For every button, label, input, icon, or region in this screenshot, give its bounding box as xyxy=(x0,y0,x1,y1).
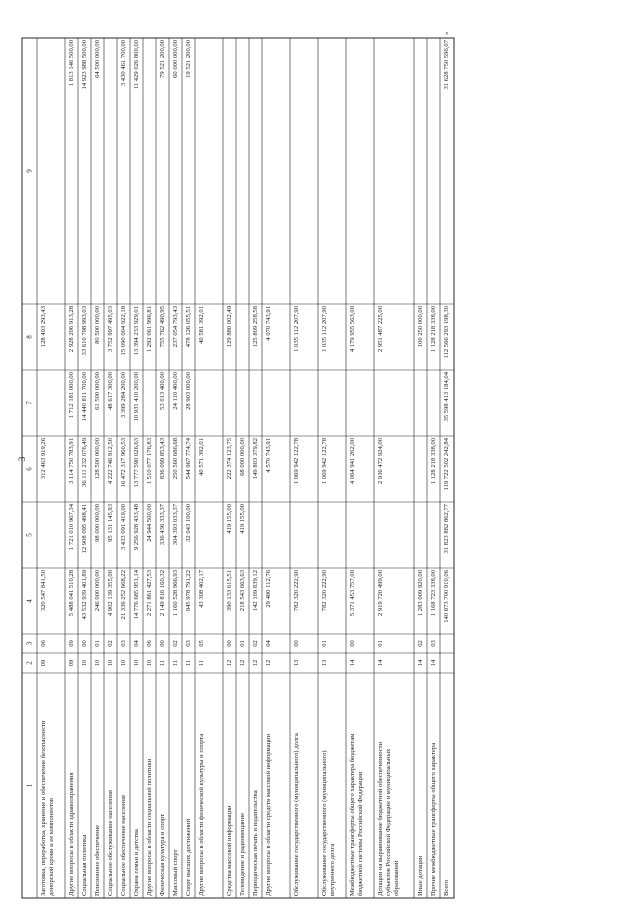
table-cell: 419 155,00 xyxy=(226,504,233,534)
row-label: Социальное обеспечение населения xyxy=(120,795,127,896)
table-cell: 01 xyxy=(239,640,246,647)
table-cell: 40 581 392,01 xyxy=(198,306,205,344)
row-label: Прочие межбюджетные трансферты общего характера xyxy=(430,742,437,896)
table-cell: 2 928 206 913,28 xyxy=(68,306,75,353)
table-cell: 24 944 500,00 xyxy=(146,504,153,542)
table-cell: 1 292 061 996,81 xyxy=(146,306,153,353)
table-cell: 24 110 400,00 xyxy=(172,372,179,410)
row-label: Телевидение и радиовещание xyxy=(239,812,246,896)
page-number: 3 xyxy=(17,456,28,462)
table-cell: 48 617 300,00 xyxy=(107,372,114,410)
table-cell: 142 109 839,12 xyxy=(252,570,259,612)
table-cell: 149 803 379,82 xyxy=(252,438,259,480)
table-cell: 29 480 112,76 xyxy=(265,570,272,608)
budget-table xyxy=(22,32,454,898)
table-cell: 222 374 123,75 xyxy=(226,438,233,480)
table-cell: 11 xyxy=(159,659,166,667)
header-cell: 3 xyxy=(25,641,34,646)
table-cell: 1 721 010 967,34 xyxy=(68,504,75,551)
table-cell: 1 035 112 207,90 xyxy=(321,306,328,352)
table-cell: 21 336 252 668,22 xyxy=(120,570,127,620)
header-cell: 5 xyxy=(25,533,34,537)
table-cell: 129 880 002,49 xyxy=(226,306,233,348)
table-cell: 13 777 590 026,63 xyxy=(133,438,140,488)
table-cell: 14 923 988 500,00 xyxy=(81,40,88,90)
table-cell: 246 000 000,00 xyxy=(94,570,101,612)
table-cell: 3 752 997 495,03 xyxy=(107,306,114,353)
table-cell: 80 500 000,00 xyxy=(94,306,101,344)
table-cell: 05 xyxy=(198,640,205,647)
table-cell: 11 xyxy=(185,659,192,667)
row-label: Физическая культура и спорт xyxy=(159,813,166,896)
table-cell: 1 035 112 207,90 xyxy=(293,306,300,352)
table-cell: 10 xyxy=(94,659,101,667)
table-cell: 312 463 919,26 xyxy=(40,438,47,480)
table-cell: 1 813 146 500,00 xyxy=(68,40,75,87)
row-label: Обслуживание государственного (муниципального) долга xyxy=(293,733,300,896)
row-label: Другие вопросы в области здравоохранения xyxy=(68,772,75,896)
row-label: Охрана семьи и детства xyxy=(133,829,140,896)
table-cell: 4 064 941 262,00 xyxy=(349,438,356,485)
table-cell: 1 128 218 338,00 xyxy=(430,438,437,485)
row-label: Всего xyxy=(443,879,450,896)
row-label: Другие вопросы в области физической культуры и спорта xyxy=(198,733,205,896)
table-cell: 43 308 402,17 xyxy=(198,570,205,608)
table-cell: 4 070 743,91 xyxy=(265,306,272,341)
table-cell: 10 xyxy=(133,659,140,667)
table-cell: 61 500 000,00 xyxy=(94,372,101,410)
table-cell: 836 099 853,43 xyxy=(159,438,166,480)
table-cell: 1 069 942 122,78 xyxy=(321,438,328,485)
table-cell: 31 823 882 862,77 xyxy=(443,504,450,554)
table-cell: 10 xyxy=(120,659,127,667)
row-label: Пенсионное обеспечение xyxy=(94,824,101,896)
table-cell: 3 430 461 700,00 xyxy=(120,40,127,87)
table-cell: 35 598 413 184,04 xyxy=(443,372,450,422)
table-cell: 4 222 746 912,50 xyxy=(107,438,114,485)
table-cell: 01 xyxy=(94,640,101,647)
table-cell: 02 xyxy=(107,640,114,647)
table-cell: 1 712 181 000,00 xyxy=(68,372,75,419)
table-cell: 00 xyxy=(159,640,166,647)
table-cell: 128 500 000,00 xyxy=(94,438,101,480)
table-cell: 304 393 033,37 xyxy=(172,504,179,546)
trailing-mark: » xyxy=(443,31,450,35)
table-cell: 5 488 041 510,28 xyxy=(68,570,75,617)
table-cell: 03 xyxy=(120,640,127,647)
table-cell: 1 069 942 122,78 xyxy=(293,438,300,485)
row-label: донорской крови и ее компонентов xyxy=(48,797,55,896)
table-cell: 945 978 791,22 xyxy=(185,570,192,612)
table-cell: 12 908 095 498,41 xyxy=(81,504,88,554)
table-cell: 140 873 700 910,06 xyxy=(443,570,450,623)
table-cell: 3 114 750 783,91 xyxy=(68,438,75,484)
table-cell: 782 320 222,90 xyxy=(293,570,300,612)
table-cell: 1 160 528 966,93 xyxy=(172,570,179,617)
table-cell: 14 440 811 700,00 xyxy=(81,372,88,422)
table-cell: 10 xyxy=(146,659,153,667)
table-cell: 478 126 055,51 xyxy=(185,306,192,348)
table-cell: 2 936 472 924,00 xyxy=(377,438,384,485)
table-cell: 100 250 000,00 xyxy=(417,306,424,348)
table-cell: 11 xyxy=(198,659,205,667)
row-label: Другие вопросы в области средств массовой информации xyxy=(265,733,272,896)
row-label: субъектов Российской Федерации и муниципальных xyxy=(385,748,392,896)
table-cell: 125 809 258,58 xyxy=(252,306,259,348)
table-cell: 1 283 009 920,00 xyxy=(417,570,424,617)
row-label: Заготовка, переработка, хранение и обеспечение безопасности xyxy=(40,720,47,896)
row-label: внутреннего долга xyxy=(329,843,336,896)
table-cell: 13 xyxy=(321,659,328,667)
table-cell: 02 xyxy=(172,640,179,647)
header-cell: 7 xyxy=(25,401,34,405)
table-cell: 2 919 720 499,00 xyxy=(377,570,384,617)
header-cell: 4 xyxy=(25,599,34,603)
row-label: Массовый спорт xyxy=(172,849,179,896)
table-cell: 16 472 317 960,53 xyxy=(120,438,127,488)
table-cell: 43 532 939 401,89 xyxy=(81,570,88,620)
header-cell: 9 xyxy=(25,169,34,173)
table-cell: 02 xyxy=(252,640,259,647)
table-cell: 01 xyxy=(321,640,328,647)
row-label: Дотации на выравнивание бюджетной обеспеченности xyxy=(377,741,384,896)
table-cell: 5 371 453 757,00 xyxy=(349,570,356,617)
table-cell: 95 131 145,93 xyxy=(107,504,114,542)
table-cell: 12 xyxy=(239,659,246,667)
table-cell: 12 xyxy=(226,659,233,667)
table-cell: 14 776 685 951,14 xyxy=(133,570,140,620)
table-cell: 79 521 200,00 xyxy=(159,40,166,78)
row-label: Обслуживание государственного (муниципального) xyxy=(321,750,328,896)
table-cell: 03 xyxy=(430,640,437,647)
row-label: Межбюджетные трансферты общего характера бюджетам xyxy=(349,733,356,896)
row-label: бюджетной системы Российской Федерации xyxy=(357,771,364,896)
table-cell: 09 xyxy=(40,659,47,667)
table-cell: 782 320 222,90 xyxy=(321,570,328,612)
table-cell: 64 500 000,00 xyxy=(94,40,101,78)
table-cell: 19 521 200,00 xyxy=(185,40,192,78)
table-cell: 13 394 233 929,01 xyxy=(133,306,140,356)
table-cell: 14 xyxy=(349,659,356,667)
table-cell: 1 168 723 338,00 xyxy=(430,570,437,617)
table-cell: 320 547 841,50 xyxy=(40,570,47,612)
table-cell: 68 000 000,00 xyxy=(239,438,246,476)
table-cell: 4 179 955 563,00 xyxy=(349,306,356,353)
header-cell: 8 xyxy=(25,335,34,339)
table-cell: 15 090 004 922,18 xyxy=(120,306,127,356)
table-cell: 4 570 743,91 xyxy=(265,438,272,473)
table-cell: 237 054 793,43 xyxy=(172,306,179,348)
table-cell: 00 xyxy=(349,640,356,647)
table-cell: 112 566 293 198,30 xyxy=(443,306,450,359)
header-cell: 6 xyxy=(25,467,34,471)
table-cell: 128 493 293,43 xyxy=(40,306,47,348)
table-cell: 10 xyxy=(107,659,114,667)
table-cell: 9 256 928 433,48 xyxy=(133,504,140,551)
table-cell: 09 xyxy=(68,659,75,667)
table-cell: 03 xyxy=(185,640,192,647)
table-cell: 14 xyxy=(430,659,437,667)
table-cell: 12 xyxy=(265,659,272,667)
row-label: образований xyxy=(393,860,400,896)
table-cell: 2 149 816 160,32 xyxy=(159,570,166,617)
table-cell: 02 xyxy=(417,640,424,647)
table-cell: 390 133 615,51 xyxy=(226,570,233,612)
row-label: Спорт высших достижений xyxy=(185,818,192,896)
row-label: Периодическая печать и издательства xyxy=(252,790,259,896)
table-cell: 250 560 686,68 xyxy=(172,438,179,480)
table-cell: 3 433 091 419,00 xyxy=(120,504,127,551)
table-cell: 06 xyxy=(40,640,47,647)
table-cell: 10 931 410 200,00 xyxy=(133,372,140,422)
row-label: Иные дотации xyxy=(417,855,424,896)
table-cell: 2 271 861 427,53 xyxy=(146,570,153,617)
table-cell: 28 903 000,00 xyxy=(185,372,192,410)
table-cell: 60 000 000,00 xyxy=(172,40,179,78)
table-cell: 119 722 502 242,84 xyxy=(443,438,450,491)
table-cell: 04 xyxy=(133,640,140,647)
row-label: Социальная политика xyxy=(81,834,88,896)
table-cell: 14 xyxy=(417,659,424,667)
table-cell: 218 543 663,63 xyxy=(239,570,246,612)
table-cell: 00 xyxy=(81,640,88,647)
table-cell: 33 610 798 993,03 xyxy=(81,306,88,356)
table-cell: 09 xyxy=(68,640,75,647)
table-cell: 31 628 750 596,07 xyxy=(443,40,450,90)
table-cell: 00 xyxy=(226,640,233,647)
table-cell: 32 043 100,00 xyxy=(185,504,192,542)
table-cell: 419 155,00 xyxy=(239,504,246,534)
table-cell: 53 013 400,00 xyxy=(159,372,166,410)
table-cell: 01 xyxy=(377,640,384,647)
table-cell: 14 xyxy=(377,659,384,667)
table-cell: 2 951 487 225,00 xyxy=(377,306,384,353)
header-cell: 1 xyxy=(25,783,34,788)
table-cell: 00 xyxy=(293,640,300,647)
row-label: Другие вопросы в области социальной политики xyxy=(146,758,153,896)
header-cell: 2 xyxy=(25,661,34,665)
table-cell: 4 902 139 355,00 xyxy=(107,570,114,617)
table-cell: 544 967 774,74 xyxy=(185,438,192,480)
table-cell: 06 xyxy=(146,640,153,647)
row-label: Средства массовой информации xyxy=(226,805,233,896)
table-cell: 98 000 000,00 xyxy=(94,504,101,542)
table-cell: 11 429 026 800,00 xyxy=(133,40,140,90)
table-cell: 1 510 077 176,83 xyxy=(146,438,153,485)
table-cell: 40 571 392,01 xyxy=(198,438,205,476)
table-cell: 11 xyxy=(172,659,179,667)
table-cell: 12 xyxy=(252,659,259,667)
table-cell: 36 111 232 076,49 xyxy=(81,438,88,487)
table-cell: 10 xyxy=(81,659,88,667)
table-cell: 04 xyxy=(265,640,272,647)
table-cell: 336 436 333,37 xyxy=(159,504,166,546)
row-label: Социальное обслуживание населения xyxy=(107,790,114,896)
table-cell: 1 128 218 338,00 xyxy=(430,306,437,353)
table-cell: 13 xyxy=(293,659,300,667)
table-cell: 3 399 284 200,00 xyxy=(120,372,127,419)
table-cell: 755 762 490,95 xyxy=(159,306,166,348)
